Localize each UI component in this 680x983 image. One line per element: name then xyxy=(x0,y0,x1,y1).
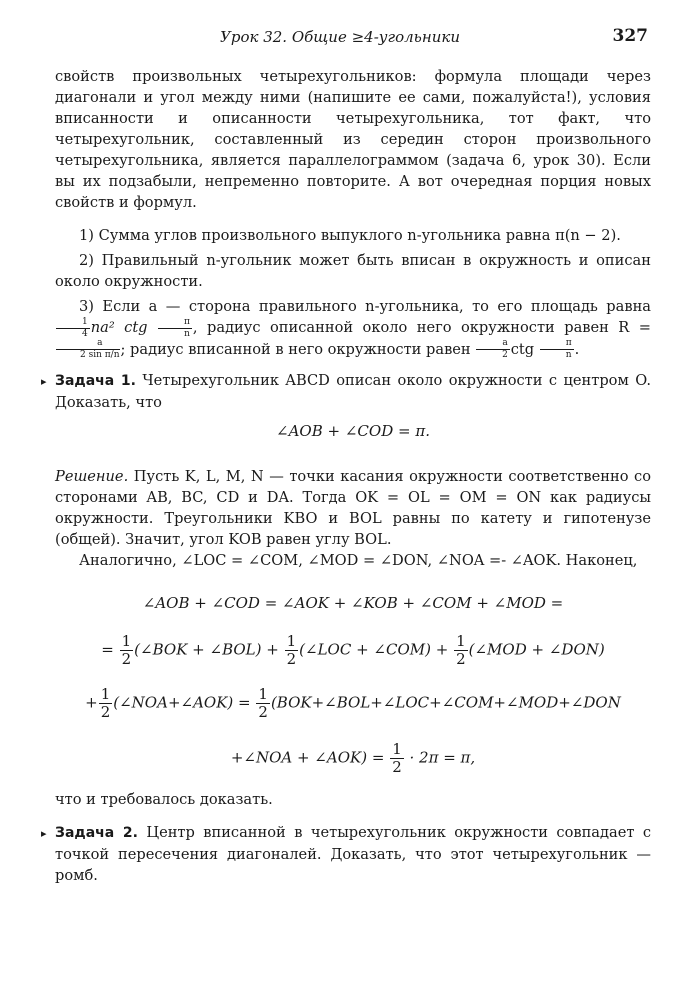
area-formula: na² ctg xyxy=(90,319,148,336)
property-2: 2) Правильный n-угольник может быть вписан в окружность и описан около окружности. xyxy=(55,252,651,290)
property-1: 1) Сумма углов произвольного выпуклого n-угольника равна π(n − 2). xyxy=(79,227,621,244)
formula-line-2: = $\frac{1}{2}$ (∠BOK + ∠BOL) + $\frac{1}{2}$ (∠LOC + ∠COM) + $\frac{1}{2}$ (∠MOD + ∠DON) xyxy=(101,632,605,668)
solution-label: Решение. xyxy=(55,468,129,485)
task-2 xyxy=(41,822,651,886)
property-3-text-a: 3) Если a — сторона правильного n-угольника, то его площадь равна xyxy=(79,298,651,315)
fraction-pi-over-n: $\frac{\pi}{n}$ xyxy=(158,318,192,339)
fraction-half: $\frac{1}{2}$ xyxy=(456,632,466,668)
formula-line-1: ∠AOB + ∠COD = ∠AOK + ∠KOB + ∠COM + ∠MOD = xyxy=(142,594,564,612)
formula-line-4: +∠NOA + ∠AOK) = $\frac{1}{2}$ · 2π = π, xyxy=(230,740,476,776)
task-2-text: Центр вписанной в четырехугольник окружности совпадает с точкой пересечения диагоналей. Доказать, что этот четырехугольник — ромб. xyxy=(55,824,651,884)
page-body xyxy=(41,66,652,886)
solution-analog: Аналогично, ∠LOC = ∠COM, ∠MOD = ∠DON, ∠NOA =- ∠AOK. Наконец, xyxy=(79,552,638,569)
task-2-label: Задача 2. xyxy=(55,825,138,841)
fraction-pi-over-n-2: $\frac{\pi}{n}$ xyxy=(540,339,574,360)
task-1-formula: ∠AOB + ∠COD = π. xyxy=(276,422,430,440)
property-3-text-c: ; радиус вписанной в него окружности равен xyxy=(120,340,471,358)
running-head: Урок 32. Общие ≥4-угольники xyxy=(220,28,460,46)
task-1-label: Задача 1. xyxy=(55,373,136,389)
intro-paragraph: свойств произвольных четырехугольников: формула площади через диагонали и угол между ними (напишите ее сами, пожалуйста!), условия вписанности и описанности четырехугольника, тот факт, что четырехугольник, составленный из середин сторон произвольного четырехугольника, является параллелограммом (задача 6, урок 30). Если вы их подзабыли, непременно повторите. А вот очередная порция новых свойств и формул. xyxy=(55,68,651,211)
property-3: 3) Если a — сторона правильного n-угольника, то его площадь равна $\frac{1}{4}$ na² ctg $\frac{\pi}{n}$ , радиус описанной около него окружности равен R = $\frac{a}{\text{2 sin π/n}}$ ; радиус вписанной в него окружности равен $\frac{a}{2}$ ctg $\frac{\pi}{n}$ . xyxy=(55,296,651,360)
property-3-ctg: ctg xyxy=(510,340,535,358)
solution-paragraph xyxy=(55,466,651,550)
task-1-text: Четырехугольник ABCD описан около окружности с центром O. Доказать, что xyxy=(55,372,651,411)
solution-text: Пусть K, L, M, N — точки касания окружности соответственно со сторонами AB, BC, CD и DA. Тогда OK = OL = OM = ON как радиусы окружности. Треугольники KBO и BOL равны по катету и гипотенузе (общей). Значит, угол KOB равен углу BOL. xyxy=(55,468,652,548)
fraction-half: $\frac{1}{2}$ xyxy=(286,632,297,668)
fraction-half: $\frac{1}{2}$ xyxy=(392,740,402,776)
triangle-marker-icon: ▸ xyxy=(41,375,47,388)
page-header xyxy=(0,26,680,50)
solution-end: что и требовалось доказать. xyxy=(55,791,273,808)
task-1 xyxy=(41,370,651,442)
fraction-half: $\frac{1}{2}$ xyxy=(121,632,132,668)
property-3-text-b: , радиус описанной около него окружности равен R = xyxy=(192,319,651,336)
fraction-half: $\frac{1}{2}$ xyxy=(258,685,268,721)
triangle-marker-icon: ▸ xyxy=(41,827,47,840)
fraction-circumradius: $\frac{a}{\text{2 sin π/n}}$ xyxy=(56,339,120,360)
fraction-a-over-2: $\frac{a}{2}$ xyxy=(476,339,509,360)
page-number: 327 xyxy=(612,26,648,46)
fraction-half: $\frac{1}{2}$ xyxy=(100,685,111,721)
formula-line-3: + $\frac{1}{2}$ (∠NOA+∠AOK) = $\frac{1}{2}$ (BOK+∠BOL+∠LOC+∠COM+∠MOD+∠DON xyxy=(85,685,621,721)
fraction-one-quarter: $\frac{1}{4}$ xyxy=(56,318,90,339)
